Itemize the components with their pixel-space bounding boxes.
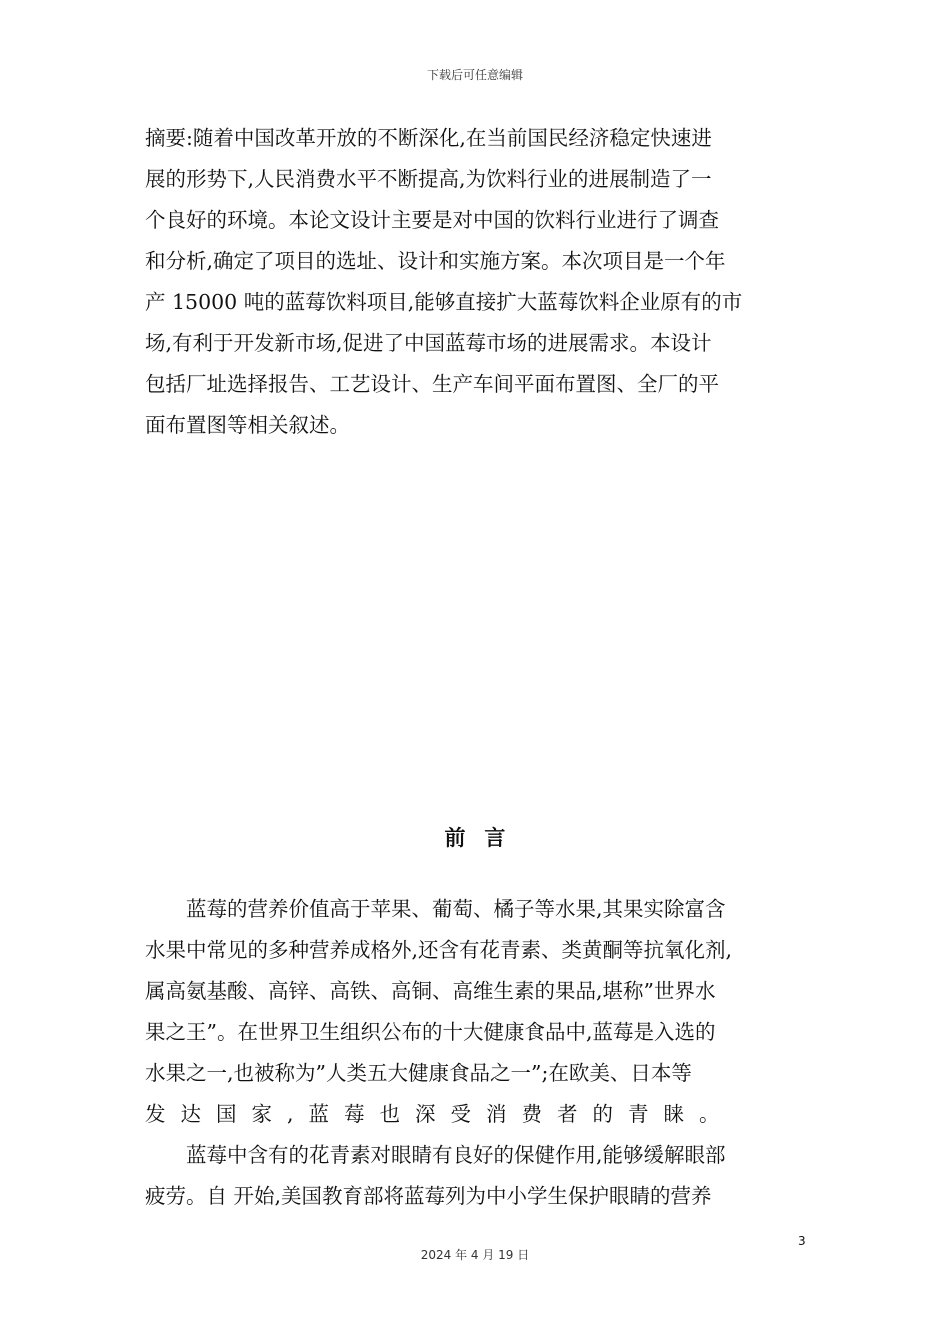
preface-line: 蓝莓的营养价值高于苹果、葡萄、橘子等水果,其果实除富含	[186, 897, 726, 921]
preface-line: 蓝莓中含有的花青素对眼睛有良好的保健作用,能够缓解眼部	[186, 1143, 726, 1167]
preface-section	[145, 889, 810, 1217]
preface-line-spread: 发达国家,蓝莓也深受消费者的青睐。	[145, 1102, 735, 1126]
abstract-line: 和分析,确定了项目的选址、设计和实施方案。本次项目是一个年	[145, 249, 726, 273]
page-number: 3	[798, 1234, 806, 1248]
abstract-line: 个良好的环境。本论文设计主要是对中国的饮料行业进行了调查	[145, 208, 719, 232]
header-note: 下载后可任意编辑	[426, 68, 523, 82]
abstract-line: 场,有利于开发新市场,促进了中国蓝莓市场的进展需求。本设计	[145, 331, 712, 355]
abstract-line: 展的形势下,人民消费水平不断提高,为饮料行业的进展制造了一	[145, 167, 712, 191]
abstract-line: 面布置图等相关叙述。	[145, 413, 350, 437]
preface-line: 属高氨基酸、高锌、高铁、高铜、高维生素的果品,堪称”世界水	[145, 979, 716, 1003]
abstract-line: 产 15000 吨的蓝莓饮料项目,能够直接扩大蓝莓饮料企业原有的市	[145, 290, 743, 314]
preface-heading: 前言	[444, 825, 525, 850]
abstract-line: 包括厂址选择报告、工艺设计、生产车间平面布置图、全厂的平	[145, 372, 719, 396]
abstract-line: 摘要:随着中国改革开放的不断深化,在当前国民经济稳定快速进	[145, 126, 712, 150]
preface-line: 水果之一,也被称为”人类五大健康食品之一”;在欧美、日本等	[145, 1061, 692, 1085]
preface-line: 水果中常见的多种营养成格外,还含有花青素、类黄酮等抗氧化剂,	[145, 938, 733, 962]
abstract-section	[145, 118, 810, 446]
footer-date: 2024 年 4 月 19 日	[420, 1248, 530, 1262]
preface-line: 果之王”。在世界卫生组织公布的十大健康食品中,蓝莓是入选的	[145, 1020, 716, 1044]
preface-line: 疲劳。自 开始,美国教育部将蓝莓列为中小学生保护眼睛的营养	[145, 1184, 712, 1208]
